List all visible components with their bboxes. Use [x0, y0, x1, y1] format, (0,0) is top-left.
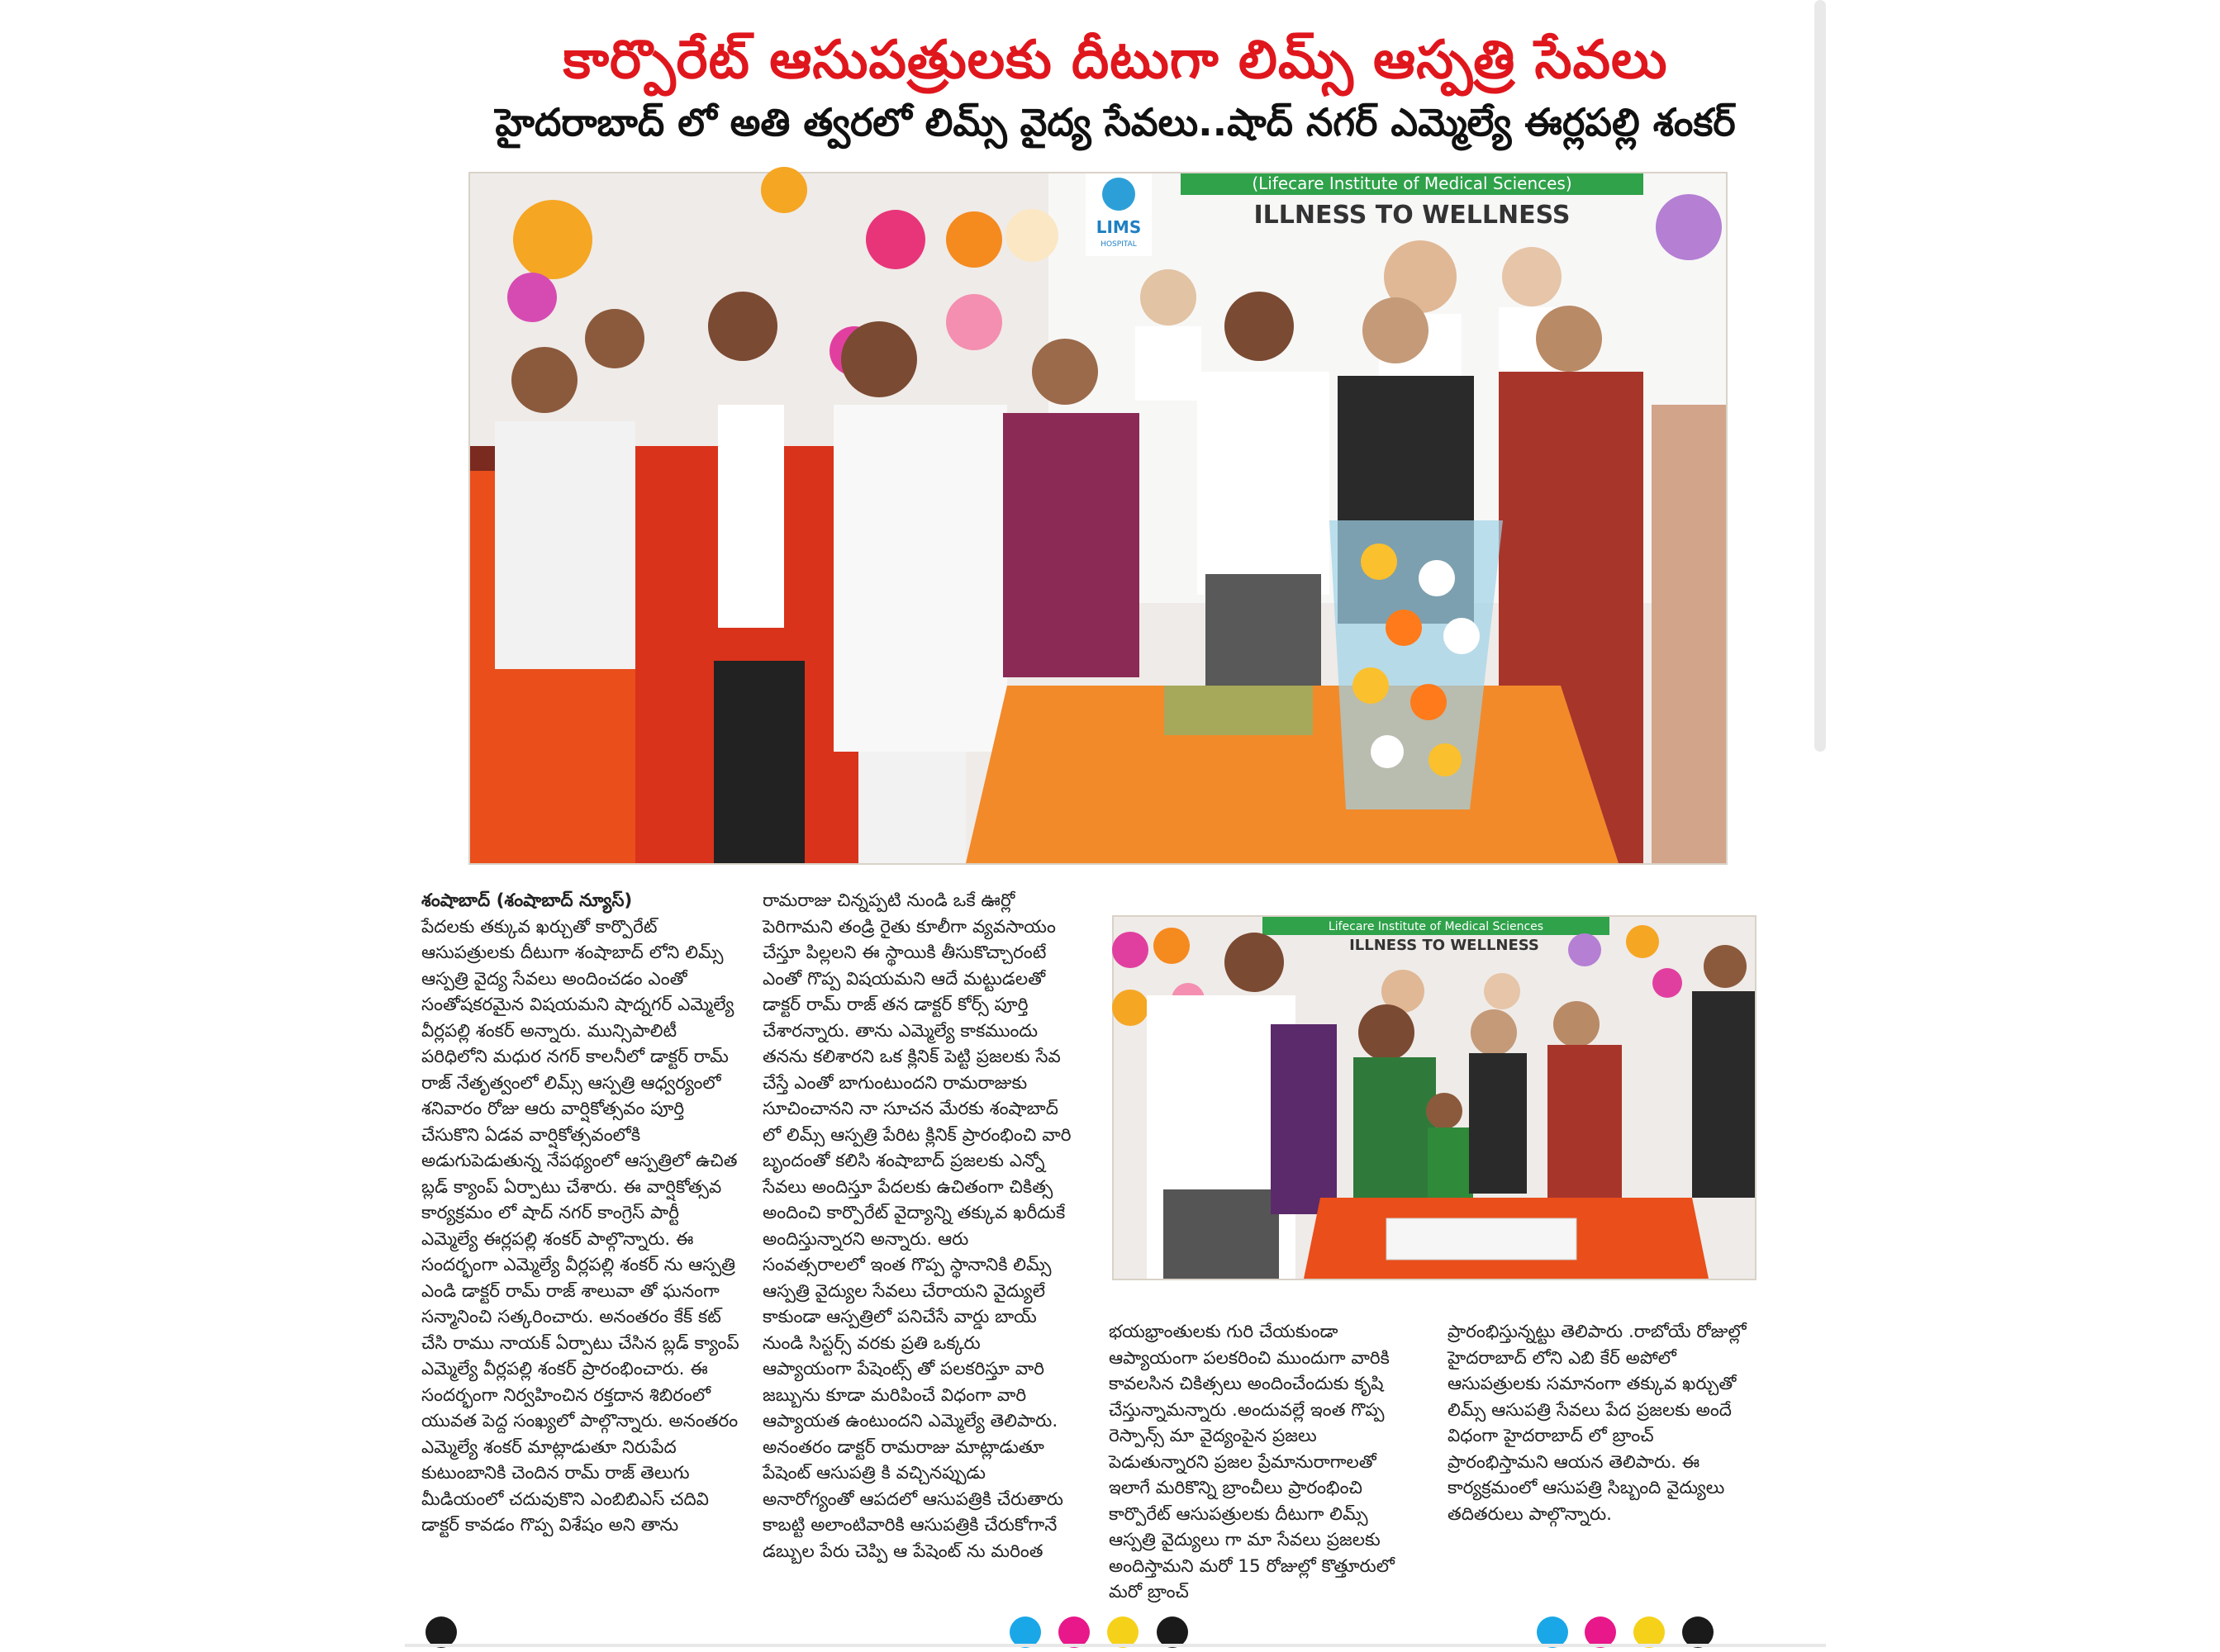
subheadline: హైదరాబాద్ లో అతి త్వరలో లిమ్స్ వైద్య సేవలు..షాద్ నగర్ ఎమ్మెల్యే ఈర్లపల్లి శంకర్: [495, 100, 1736, 145]
main-photo: [468, 172, 1728, 865]
bottom-rule: [405, 1644, 1826, 1647]
column-1-text: పేదలకు తక్కువ ఖర్చుతో కార్పొరేట్ ఆసుపత్రులకు దీటుగా శంషాబాద్ లోని లిమ్స్ ఆస్పత్రి వైద్య సేవలు అందించడం ఎంతో సంతోషకరమైన విషయమని షాద్నగర్ ఎమ్మెల్యే వీర్లపల్లి శంకర్ అన్నారు. మున్సిపాలిటీ పరిధిలోని మధుర నగర్ కాలనీలో డాక్టర్ రామ్ రాజ్ నేతృత్వంలో లిమ్స్ ఆస్పత్రి ఆధ్వర్యంలో శనివారం రోజు ఆరు వార్షికోత్సవం పూర్తి చేసుకొని ఏడవ వార్షికోత్సవంలోకి అడుగుపెడుతున్న నేపథ్యంలో ఆస్పత్రిలో ఉచిత బ్లడ్ క్యాంప్ ఏర్పాటు చేశారు. ఈ వార్షికోత్సవ కార్యక్రమం లో షాద్ నగర్ కాంగ్రెస్ పార్టీ ఎమ్మెల్యే ఈర్లపల్లి శంకర్ పాల్గొన్నారు. ఈ సందర్భంగా ఎమ్మెల్యే వీర్లపల్లి శంకర్ ను ఆస్పత్రి ఎండి డాక్టర్ రామ్ రాజ్ శాలువా తో ఘనంగా సన్మానించి సత్కరించారు. అనంతరం కేక్ కట్ చేసి రాము నాయక్ ఏర్పాటు చేసిన బ్లడ్ క్యాంప్ ఎమ్మెల్యే వీర్లపల్లి శంకర్ ప్రారంభించారు. ఈ సందర్భంగా నిర్వహించిన రక్తదాన శిబిరంలో యువత పెద్ద సంఖ్యలో పాల్గొన్నారు. అనంతరం ఎమ్మెల్యే శంకర్ మాట్లాడుతూ నిరుపేద కుటుంబానికి చెందిన రామ్ రాజ్ తెలుగు మీడియంలో చదువుకొని ఎంబిబిఎస్ చదివి డాక్టర్ కావడం గొప్ప విశేషం అని తాను: [421, 916, 745, 1536]
byline: శంషాబాద్ (శంషాబాద్ న్యూస్): [421, 890, 633, 911]
main-banner-line2: ILLNESS TO WELLNESS: [1253, 201, 1571, 230]
logo-text: LIMS: [1096, 217, 1142, 237]
column-3-text: భయభ్రాంతులకు గురి చేయకుండా ఆప్యాయంగా పలకరించి ముందుగా వారికి కావలసిన చికిత్సలు అందించేందుకు కృషి చేస్తున్నామన్నారు .అందువల్లే ఇంత గొప్ప రెస్పాన్స్ మా వైద్యంపైన ప్రజలు పెడుతున్నారని ప్రజల ప్రేమానురాగాలతో ఇలాగే మరికొన్ని బ్రాంచీలు ప్రారంభించి కార్పొరేట్ ఆసుపత్రులకు దీటుగా లిమ్స్ ఆస్పత్రి వైద్యులు గా మా సేవలు ప్రజలకు అందిస్తామని మరో 15 రోజుల్లో కొత్తూరులో మరో బ్రాంచ్: [1109, 1322, 1400, 1602]
headline: కార్పొరేట్ ఆసుపత్రులకు దీటుగా లిమ్స్ ఆస్పత్రి సేవలు: [563, 30, 1668, 91]
column-2-text: రామరాజు చిన్నప్పటి నుండి ఒకే ఊర్లో పెరిగామని తండ్రి రైతు కూలీగా వ్యవసాయం చేస్తూ పిల్లలని ఈ స్థాయికి తీసుకొచ్చారంటే ఎంతో గొప్ప విషయమని ఆదే మట్టుడలతో డాక్టర్ రామ్ రాజ్ తన డాక్టర్ కోర్స్ పూర్తి చేశారన్నారు. తాను ఎమ్మెల్యే కాకముందు తనను కలిశారని ఒక క్లినిక్ పెట్టి ప్రజలకు సేవ చేస్తే ఎంతో బాగుంటుందని రామరాజుకు సూచించానని నా సూచన మేరకు శంషాబాద్ లో లిమ్స్ ఆస్పత్రి పేరిట క్లినిక్ ప్రారంభించి వారి బృందంతో కలిసి శంషాబాద్ ప్రజలకు ఎన్నో సేవలు అందిస్తూ పేదలకు ఉచితంగా చికిత్స అందించి కార్పొరేట్ వైద్యాన్ని తక్కువ ఖరీదుకే అందిస్తున్నారని అన్నారు. ఆరు సంవత్సరాలలో ఇంత గొప్ప స్థానానికి లిమ్స్ ఆస్పత్రి వైద్యుల సేవలు చేరాయని వైద్యులే కాకుండా ఆస్పత్రిలో పనిచేసే వార్డు బాయ్ నుండి సిస్టర్స్ వరకు ప్రతి ఒక్కరు ఆప్యాయంగా పేషెంట్స్ తో పలకరిస్తూ వారి జబ్బును కూడా మరిపించే విధంగా వారి ఆప్యాయత ఉంటుందని ఎమ్మెల్యే తెలిపారు. అనంతరం డాక్టర్ రామరాజు మాట్లాడుతూ పేషెంట్ ఆసుపత్రి కి వచ్చినప్పుడు అనారోగ్యంతో ఆపదలో ఆసుపత్రికి చేరుతారు కాబట్టి అలాంటివారికి ఆసుపత్రికి చేరుకోగానే డబ్బుల పేరు చెప్పి ఆ పేషెంట్ ను మరింత: [763, 890, 1077, 1562]
lims-logo: [1086, 173, 1152, 256]
article-column-2: [763, 888, 1077, 1590]
main-banner-line1: (Lifecare Institute of Medical Sciences): [1252, 173, 1572, 193]
logo-subtext: HOSPITAL: [1100, 240, 1137, 249]
column-4-text: ప్రారంభిస్తున్నట్టు తెలిపారు .రాబోయే రోజుల్లో హైదరాబాద్ లోని ఎబి కేర్ అపోలో ఆసుపత్రులకు సమానంగా తక్కువ ఖర్చుతో లిమ్స్ ఆసుపత్రి సేవలు పేద ప్రజలకు అందే విధంగా హైదరాబాద్ లో బ్రాంచ్ ప్రారంభిస్తామని ఆయన తెలిపారు. ఈ కార్యక్రమంలో ఆసుపత్రి సిబ్బంది వైద్యులు తదితరులు పాల్గొన్నారు.: [1448, 1322, 1752, 1525]
second-banner-line1: Lifecare Institute of Medical Sciences: [1328, 920, 1544, 933]
cake-cutting-photo: [1112, 915, 1757, 1280]
article-column-4: [1448, 1319, 1757, 1559]
second-banner-line2: ILLNESS TO WELLNESS: [1349, 937, 1539, 954]
article-column-3: [1109, 1319, 1406, 1602]
page-scrollbar[interactable]: [1814, 0, 1826, 752]
article-column-1: [421, 888, 745, 1590]
